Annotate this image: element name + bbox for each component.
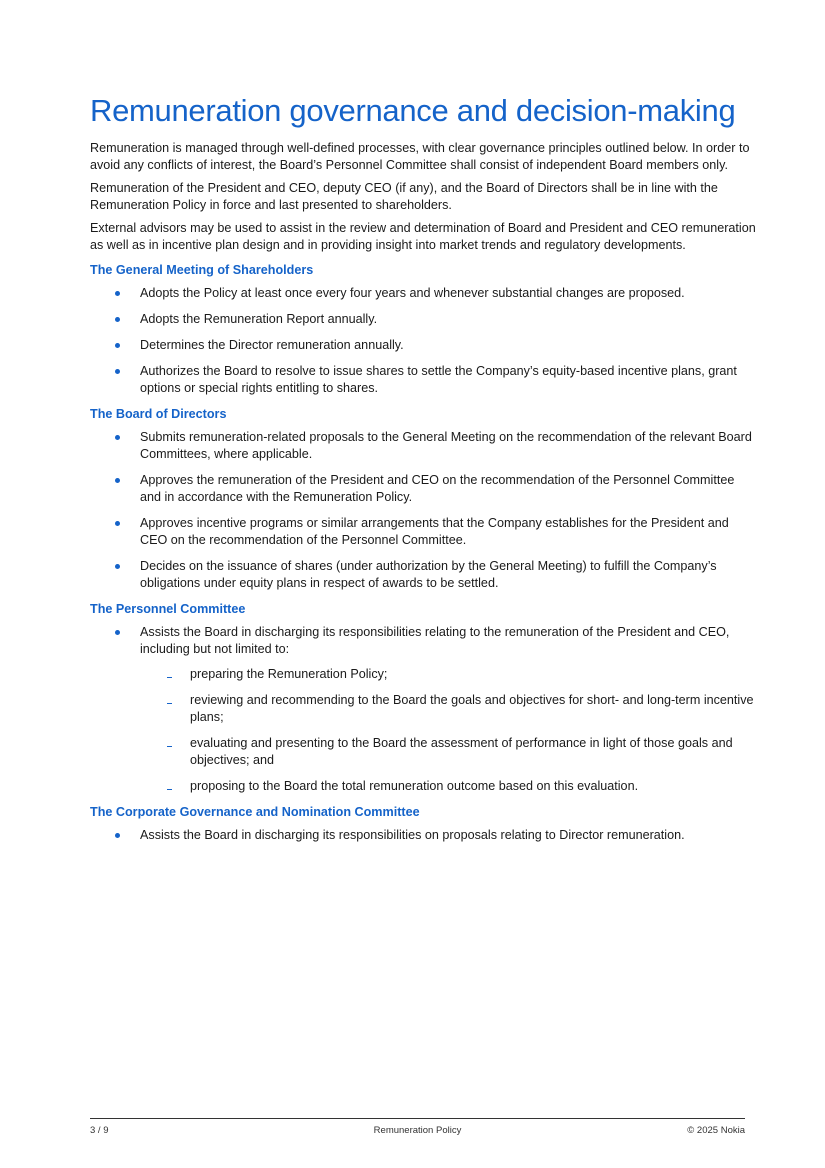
dash-icon <box>167 703 172 704</box>
bullet-icon <box>115 435 120 440</box>
sub-list-item: preparing the Remuneration Policy; <box>140 666 758 683</box>
sub-list-item: proposing to the Board the total remuneration outcome based on this evaluation. <box>140 778 758 795</box>
page-number: 3 / 9 <box>90 1125 109 1136</box>
bullet-icon <box>115 317 120 322</box>
general-meeting-list <box>90 285 758 397</box>
section-heading-governance-nomination: The Corporate Governance and Nomination Committee <box>90 805 420 819</box>
list-item: Adopts the Remuneration Report annually. <box>90 311 758 328</box>
list-item: Approves incentive programs or similar arrangements that the Company establishes for the President and CEO on the recommendation of the Personnel Committee. <box>90 515 758 549</box>
list-item: Decides on the issuance of shares (under authorization by the General Meeting) to fulfill the Company’s obligations under equity plans in respect of awards to be settled. <box>90 558 758 592</box>
intro-paragraph: Remuneration of the President and CEO, deputy CEO (if any), and the Board of Directors shall be in line with the Remuneration Policy in force and last presented to shareholders. <box>90 181 718 212</box>
list-item: Submits remuneration-related proposals to the General Meeting on the recommendation of the relevant Board Committees, where applicable. <box>90 429 758 463</box>
personnel-committee-sublist <box>140 666 758 795</box>
bullet-icon <box>115 291 120 296</box>
intro-paragraph: Remuneration is managed through well-defined processes, with clear governance principles outlined below. In order to avoid any conflicts of interest, the Board’s Personnel Committee shall consist of independent Board members only. <box>90 141 750 172</box>
document-title: Remuneration Policy <box>373 1125 462 1136</box>
dash-icon <box>167 677 172 678</box>
bullet-icon <box>115 564 120 569</box>
list-item: Adopts the Policy at least once every four years and whenever substantial changes are proposed. <box>90 285 758 302</box>
sub-list-item: reviewing and recommending to the Board the goals and objectives for short- and long-term incentive plans; <box>140 692 758 726</box>
page-title: Remuneration governance and decision-making <box>90 93 736 128</box>
bullet-icon <box>115 343 120 348</box>
bullet-icon <box>115 369 120 374</box>
governance-nomination-list <box>90 827 758 844</box>
bullet-icon <box>115 478 120 483</box>
list-item: Determines the Director remuneration annually. <box>90 337 758 354</box>
page-footer <box>90 1118 745 1136</box>
board-of-directors-list <box>90 429 758 592</box>
personnel-committee-list <box>90 624 758 795</box>
section-heading-personnel-committee: The Personnel Committee <box>90 602 246 616</box>
section-heading-general-meeting: The General Meeting of Shareholders <box>90 263 314 277</box>
list-item: Approves the remuneration of the President and CEO on the recommendation of the Personnel Committee and in accordance with the Remuneration Policy. <box>90 472 758 506</box>
copyright-notice: © 2025 Nokia <box>687 1125 745 1136</box>
dash-icon <box>167 789 172 790</box>
page-content <box>90 92 758 853</box>
sub-list-item: evaluating and presenting to the Board the assessment of performance in light of those goals and objectives; and <box>140 735 758 769</box>
list-item: Assists the Board in discharging its responsibilities relating to the remuneration of the President and CEO, including but not limited to: preparing the Remuneration Policy; reviewing and recommending to the Board the goals and objectives for short- and long-term incentive plans; evaluating and presenting to the Board the assessment of performance in light of those goals and objectives; and proposing to the Board the total remuneration outcome based on this evaluation. <box>90 624 758 795</box>
bullet-icon <box>115 521 120 526</box>
list-item: Authorizes the Board to resolve to issue shares to settle the Company’s equity-based incentive plans, grant options or special rights entitling to shares. <box>90 363 758 397</box>
list-item: Assists the Board in discharging its responsibilities on proposals relating to Director remuneration. <box>90 827 758 844</box>
section-heading-board-of-directors: The Board of Directors <box>90 407 227 421</box>
bullet-icon <box>115 833 120 838</box>
bullet-icon <box>115 630 120 635</box>
dash-icon <box>167 746 172 747</box>
intro-paragraph: External advisors may be used to assist in the review and determination of Board and President and CEO remuneration as well as in incentive plan design and in providing insight into market trends and regulatory developments. <box>90 221 756 252</box>
